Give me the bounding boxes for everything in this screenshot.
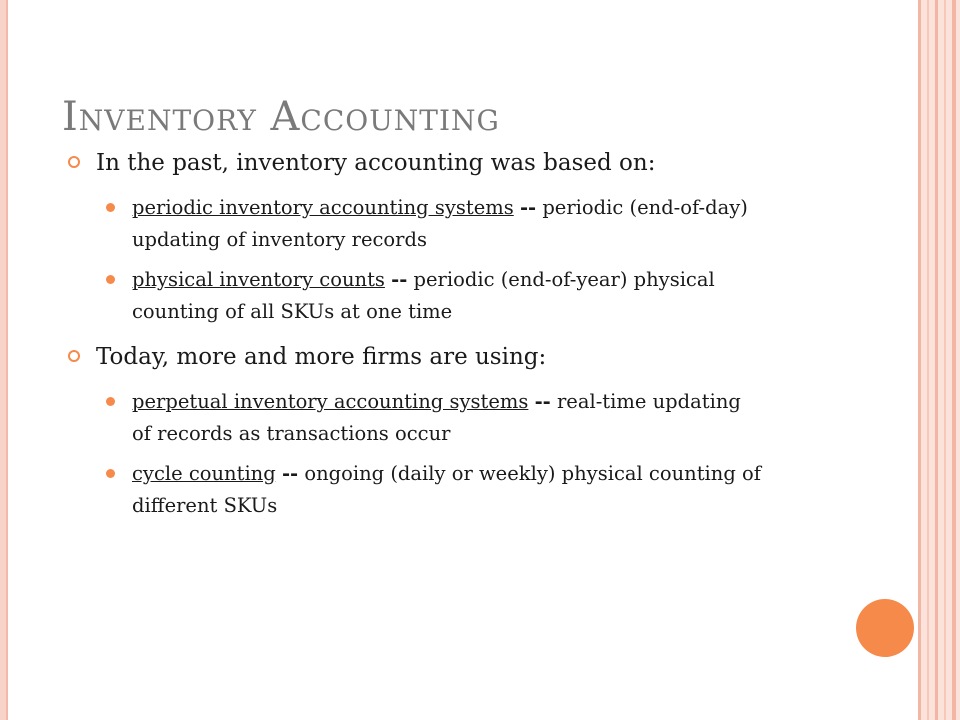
bullet-item-perpetual-systems [68,386,928,450]
bullet-description-cont: different SKUs [132,494,278,517]
section-heading-today [68,340,928,374]
frame-stripe [935,0,938,720]
bullet-separator: -- [281,462,299,485]
bullet-separator: -- [391,268,408,291]
bullet-item-cycle-counting [68,458,928,522]
dot-bullet-icon [106,275,115,284]
section-heading-past [68,146,928,180]
bullet-description: periodic (end-of-day) [542,196,748,219]
bullet-item-periodic-systems [68,192,928,256]
bullet-term: cycle counting [132,462,276,485]
dot-bullet-icon [106,469,115,478]
bullet-description-cont: of records as transactions occur [132,422,451,445]
ring-bullet-icon [68,350,80,362]
bullet-item-physical-counts [68,264,928,328]
ring-bullet-icon [68,156,80,168]
bullet-term: periodic inventory accounting systems [132,196,514,219]
frame-stripe [944,0,946,720]
slide-title: Inventory Accounting [62,94,500,140]
bullet-description: ongoing (daily or weekly) physical counting of [304,462,761,485]
dot-bullet-icon [106,397,115,406]
bullet-term: perpetual inventory accounting systems [132,390,529,413]
bullet-description: real-time updating [556,390,741,413]
bullet-term: physical inventory counts [132,268,385,291]
bullet-separator: -- [519,196,537,219]
decorative-circle-icon [856,599,914,657]
bullet-description-cont: updating of inventory records [132,228,427,251]
dot-bullet-icon [106,203,115,212]
left-frame-border [0,0,8,720]
section-heading-text: Today, more and more firms are using: [96,344,547,370]
slide-body [68,146,928,530]
frame-stripe [952,0,956,720]
section-heading-text: In the past, inventory accounting was based on: [96,150,656,176]
bullet-description: periodic (end-of-year) physical [413,268,715,291]
bullet-separator: -- [534,390,551,413]
bullet-description-cont: counting of all SKUs at one time [132,300,453,323]
